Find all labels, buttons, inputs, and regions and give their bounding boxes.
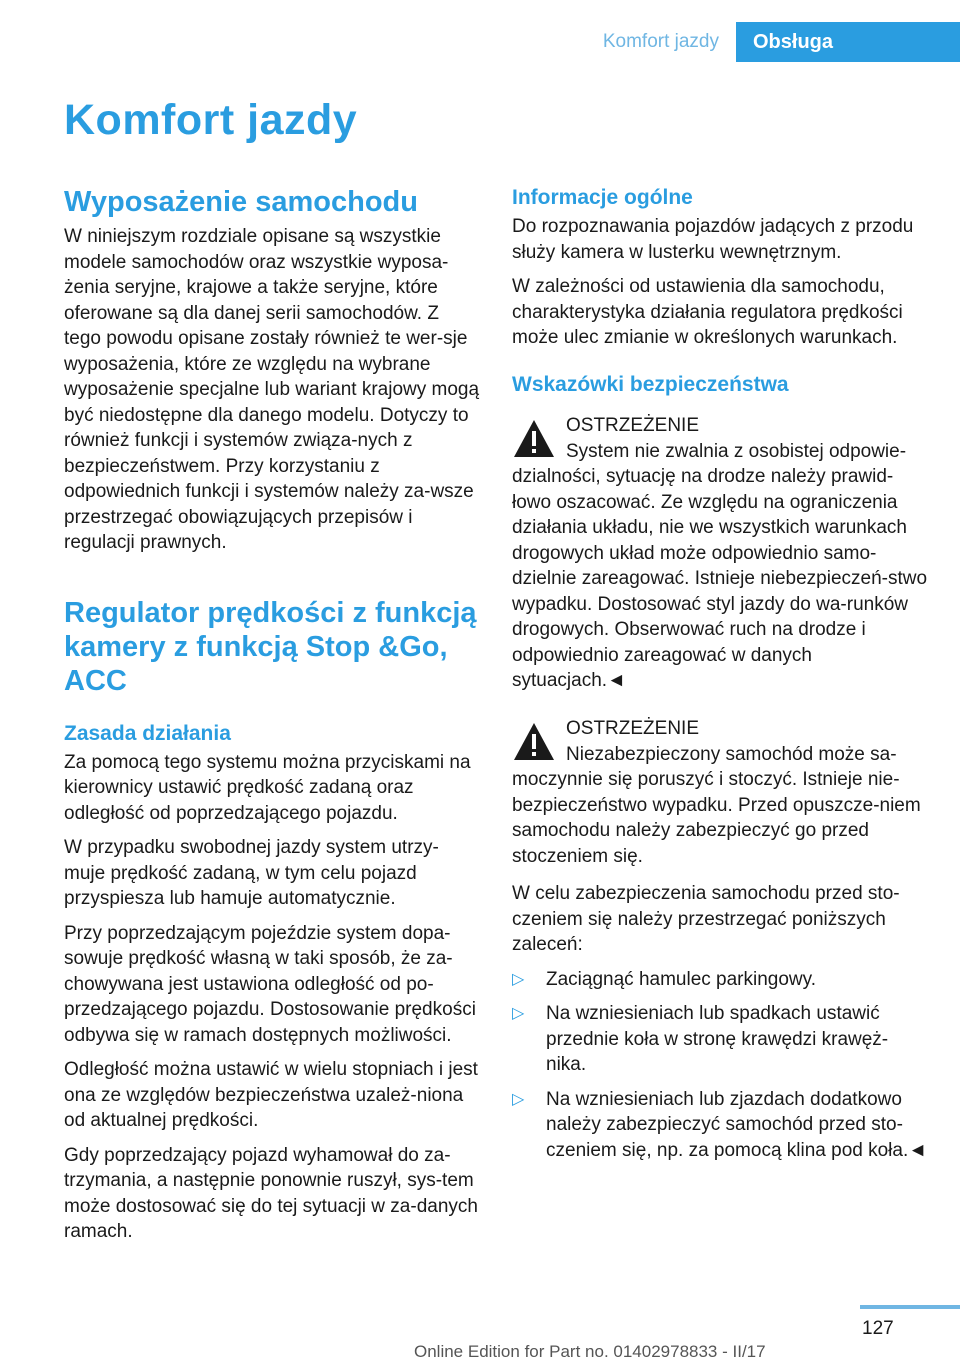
heading-equipment: Wyposażenie samochodu [64, 186, 418, 218]
warning-1-text [512, 439, 928, 694]
warning-1-line1: System nie zwalnia z osobistej odpowie- [566, 440, 907, 462]
list-item-text: Na wzniesieniach lub spadkach ustawić przednie koła w stronę krawędzi krawęż-nika. [546, 1003, 889, 1075]
heading-principle: Zasada działania [64, 721, 231, 745]
paragraph-secure: W celu zabezpieczenia samochodu przed sto-czeniem się należy przestrzegać poniższych zaleceń: [512, 883, 900, 955]
footer-rule [860, 1305, 960, 1309]
warning-triangle-icon [512, 417, 556, 461]
list-item-text: Na wzniesieniach lub zjazdach dodatkowo należy zabezpieczyć samochód przed sto-czeniem się, np. za pomocą klina pod koła.◄ [546, 1088, 928, 1161]
right-column [512, 184, 928, 1172]
left-column [64, 184, 480, 1254]
paragraph-equipment: W niniejszym rozdziale opisane są wszystkie modele samochodów oraz wszystkie wyposa-żenia seryjne, krajowe a także seryjne, które oferowane są dla danej serii samochodów. Z tego powodu opisane zostały również te wer-sje wyposażenia, które ze względu na wybrane wyposażenie specjalne lub wariant krajowy mogą być niedostępne dla danego modelu. Dotyczy to również funkcji i systemów związa-nych z bezpieczeństwem. Przy korzystaniu z odpowiednich funkcji i systemów należy za-wsze przestrzegać obowiązujących przepisów i regulacji prawnych. [64, 226, 480, 553]
list-item [512, 967, 928, 993]
edition-footer: Online Edition for Part no. 01402978833 - II/17 [414, 1342, 766, 1361]
bullet-list [512, 967, 928, 1164]
bullet-arrow-icon: ▷ [512, 1005, 525, 1022]
list-item-text: Zaciągnąć hamulec parkingowy. [546, 968, 817, 990]
list-item [512, 1087, 928, 1164]
warning-box-1 [512, 413, 928, 694]
paragraph-principle-5: Gdy poprzedzający pojazd wyhamował do za-trzymania, a następnie ponownie ruszył, sys-tem może dostosować się do tej sytuacji w za-danych ramach. [64, 1144, 478, 1242]
paragraph-principle-1: Za pomocą tego systemu można przyciskami na kierownicy ustawić prędkość zadaną oraz odległość od poprzedzającego pojazdu. [64, 751, 471, 824]
heading-acc: Regulator prędkości z funkcją kamery z funkcją Stop &Go, ACC [64, 596, 477, 697]
header-section-title: Komfort jazdy [602, 31, 719, 52]
warning-triangle-icon [512, 720, 556, 764]
page-title: Komfort jazdy [64, 96, 358, 144]
heading-general: Informacje ogólne [512, 186, 693, 209]
paragraph-principle-4: Odległość można ustawić w wielu stopniach i jest ona ze względów bezpieczeństwa uzależ-niona od aktualnej prędkości. [64, 1059, 478, 1131]
warning-2-title: OSTRZEŻENIE [566, 717, 700, 739]
warning-2-rest: moczynnie się poruszyć i stoczyć. Istnieje nie-bezpieczeństwo wypadku. Przed opuszcze-niem samochodu należy zabezpieczyć go przed stoczeniem się. [512, 769, 921, 867]
bullet-arrow-icon: ▷ [512, 970, 525, 988]
list-item [512, 1001, 928, 1078]
paragraph-principle-2: W przypadku swobodnej jazdy system utrzy-muje prędkość zadaną, w tym celu pojazd przyspiesza lub hamuje automatycznie. [64, 837, 439, 909]
page-number: 127 [862, 1318, 894, 1339]
header-chapter-tab: Obsługa [736, 22, 960, 62]
warning-2-text [512, 742, 928, 870]
warning-1-rest: dzialności, sytuację na drodze należy prawid-łowo oszacować. Ze względu na ograniczenia działania układu, nie we wszystkich warunkach drogowych układ może odpowiednio samo-dzielnie zareagować. Istnieje niebezpieczeń-stwo wypadku. Dostosować styl jazdy do wa-runków drogowych. Obserwować ruch na drodze i odpowiednio zareagować w danych sytuacjach.◄ [512, 466, 928, 691]
paragraph-general-2: W zależności od ustawienia dla samochodu, charakterystyka działania regulatora prędkości może ulec zmianie w określonych warunkach. [512, 276, 903, 348]
warning-2-line1: Niezabezpieczony samochód może sa- [566, 743, 897, 765]
heading-safety: Wskazówki bezpieczeństwa [512, 372, 789, 396]
warning-1-title: OSTRZEŻENIE [566, 414, 700, 436]
paragraph-general-1: Do rozpoznawania pojazdów jadących z przodu służy kamera w lusterku wewnętrznym. [512, 216, 914, 263]
bullet-arrow-icon: ▷ [512, 1090, 525, 1108]
paragraph-principle-3: Przy poprzedzającym pojeździe system dopa-sowuje prędkość własną w taki sposób, że za-chowywana jest ustawiona odległość od po-przedzającego pojazdu. Dostosowanie prędkości odbywa się w ramach dostępnych możliwości. [64, 922, 476, 1046]
warning-box-2 [512, 716, 928, 870]
